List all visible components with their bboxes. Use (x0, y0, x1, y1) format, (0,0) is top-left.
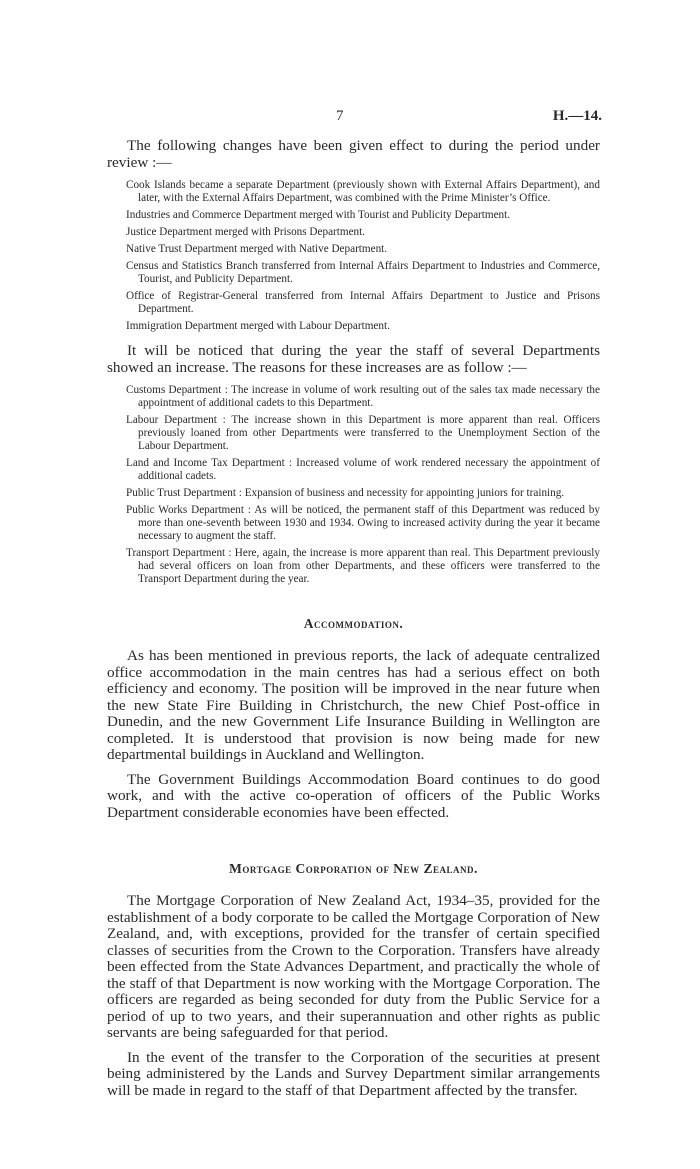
change-item: Office of Registrar-General transferred from Internal Affairs Department to Justice and Prisons Department. (126, 290, 600, 315)
changes-intro: The following changes have been given effect to during the period under review :— (107, 137, 600, 171)
section-heading-accommodation: Accommodation. (303, 616, 404, 631)
increase-item: Public Works Department : As will be noticed, the permanent staff of this Department was reduced by more than one-seventh between 1930 and 1934. Owing to increased activity during the year it became necessary to augment the staff. (126, 504, 600, 542)
increases-list (126, 384, 600, 586)
document-reference: H.—14. (552, 108, 602, 124)
change-item: Industries and Commerce Department merged with Tourist and Publicity Department. (126, 209, 511, 221)
changes-list (126, 179, 600, 333)
change-item: Justice Department merged with Prisons Department. (126, 226, 366, 238)
mortgage-paragraph: The Mortgage Corporation of New Zealand Act, 1934–35, provided for the establishment of a body corporate to be called the Mortgage Corporation of New Zealand, and, with exceptions, provided for the transfer of certain specified classes of securities from the Crown to the Corporation. Transfers have already been effected from the State Advances Department, and practically the whole of the staff of that Department is now working with the Mortgage Corporation. The officers are regarded as being seconded for duty from the Public Service for a period of up to two years, and their superannuation and other rights as public servants are being safeguarded for that period. (107, 892, 600, 1041)
change-item: Cook Islands became a separate Department (previously shown with External Affairs Department), and later, with the External Affairs Department, was combined with the Prime Minister’s Office. (126, 179, 600, 204)
increase-item: Public Trust Department : Expansion of business and necessity for appointing juniors for training. (126, 487, 565, 499)
mortgage-paragraph: In the event of the transfer to the Corporation of the securities at present being administered by the Lands and Survey Department similar arrangements will be made in regard to the staff of that Department affected by the transfer. (107, 1048, 600, 1099)
page-number: 7 (336, 108, 344, 124)
accommodation-paragraph: As has been mentioned in previous reports, the lack of adequate centralized office accommodation in the main centres has had a serious effect on both efficiency and economy. The position will be improved in the near future when the new State Fire Building in Christchurch, the new Chief Post-office in Dunedin, and the new Government Life Insurance Building in Wellington are completed. It is understood that provision is now being made for new departmental buildings in Auckland and Wellington. (107, 647, 600, 763)
page-header (0, 108, 700, 128)
document-body (107, 138, 600, 1107)
section-heading-mortgage-corporation: Mortgage Corporation of New Zealand. (229, 861, 478, 876)
change-item: Native Trust Department merged with Native Department. (126, 243, 388, 255)
increases-intro: It will be noticed that during the year the staff of several Departments showed an increase. The reasons for these increases are as follow :— (107, 342, 600, 376)
increase-item: Land and Income Tax Department : Increased volume of work rendered necessary the appointment of additional cadets. (126, 457, 600, 482)
change-item: Census and Statistics Branch transferred from Internal Affairs Department to Industries and Commerce, Tourist, and Publicity Department. (126, 260, 600, 285)
increase-item: Labour Department : The increase shown in this Department is more apparent than real. Officers previously loaned from other Departments were transferred to the Unemployment Section of the Labour Department. (126, 414, 600, 452)
increase-item: Customs Department : The increase in volume of work resulting out of the sales tax made necessary the appointment of additional cadets to this Department. (126, 384, 600, 409)
accommodation-paragraph: The Government Buildings Accommodation Board continues to do good work, and with the active co-operation of officers of the Public Works Department considerable economies have been effected. (107, 770, 600, 821)
change-item: Immigration Department merged with Labour Department. (126, 320, 390, 332)
increase-item: Transport Department : Here, again, the increase is more apparent than real. This Department previously had several officers on loan from other Departments, and these officers were transferred to the Transport Department during the year. (126, 547, 600, 585)
